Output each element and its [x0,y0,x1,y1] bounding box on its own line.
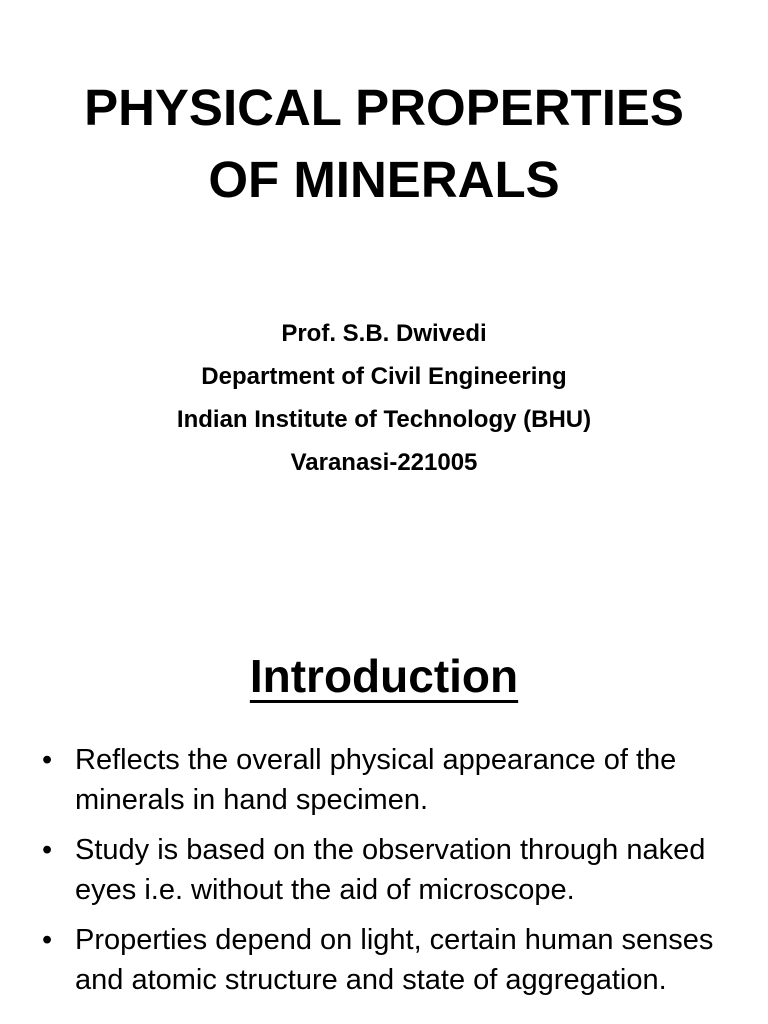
bullet-icon: • [42,834,53,866]
slide-title-line-2: OF MINERALS [208,151,560,208]
bullet-text: Reflects the overall physical appearance of the minerals in hand specimen. [75,744,677,816]
department-name: Department of Civil Engineering [201,363,567,390]
slide-title [0,72,768,216]
author-block [0,312,768,484]
bullet-item [40,920,740,1000]
bullet-text: Study is based on the observation through naked eyes i.e. without the aid of microscope. [75,834,706,906]
bullet-icon: • [42,744,53,776]
bullet-item [40,740,740,820]
bullet-icon: • [42,924,53,956]
introduction-heading-text: Introduction [249,650,519,702]
author-name: Prof. S.B. Dwivedi [281,320,487,347]
bullet-text: Properties depend on light, certain human senses and atomic structure and state of aggregation. [75,924,714,996]
slide-title-line-1: PHYSICAL PROPERTIES [84,79,684,136]
location-text: Varanasi-221005 [290,449,478,476]
institute-name: Indian Institute of Technology (BHU) [176,406,592,433]
bullet-item [40,830,740,910]
introduction-heading [0,646,768,706]
introduction-slide [0,576,768,1024]
bullet-list [40,740,740,1010]
